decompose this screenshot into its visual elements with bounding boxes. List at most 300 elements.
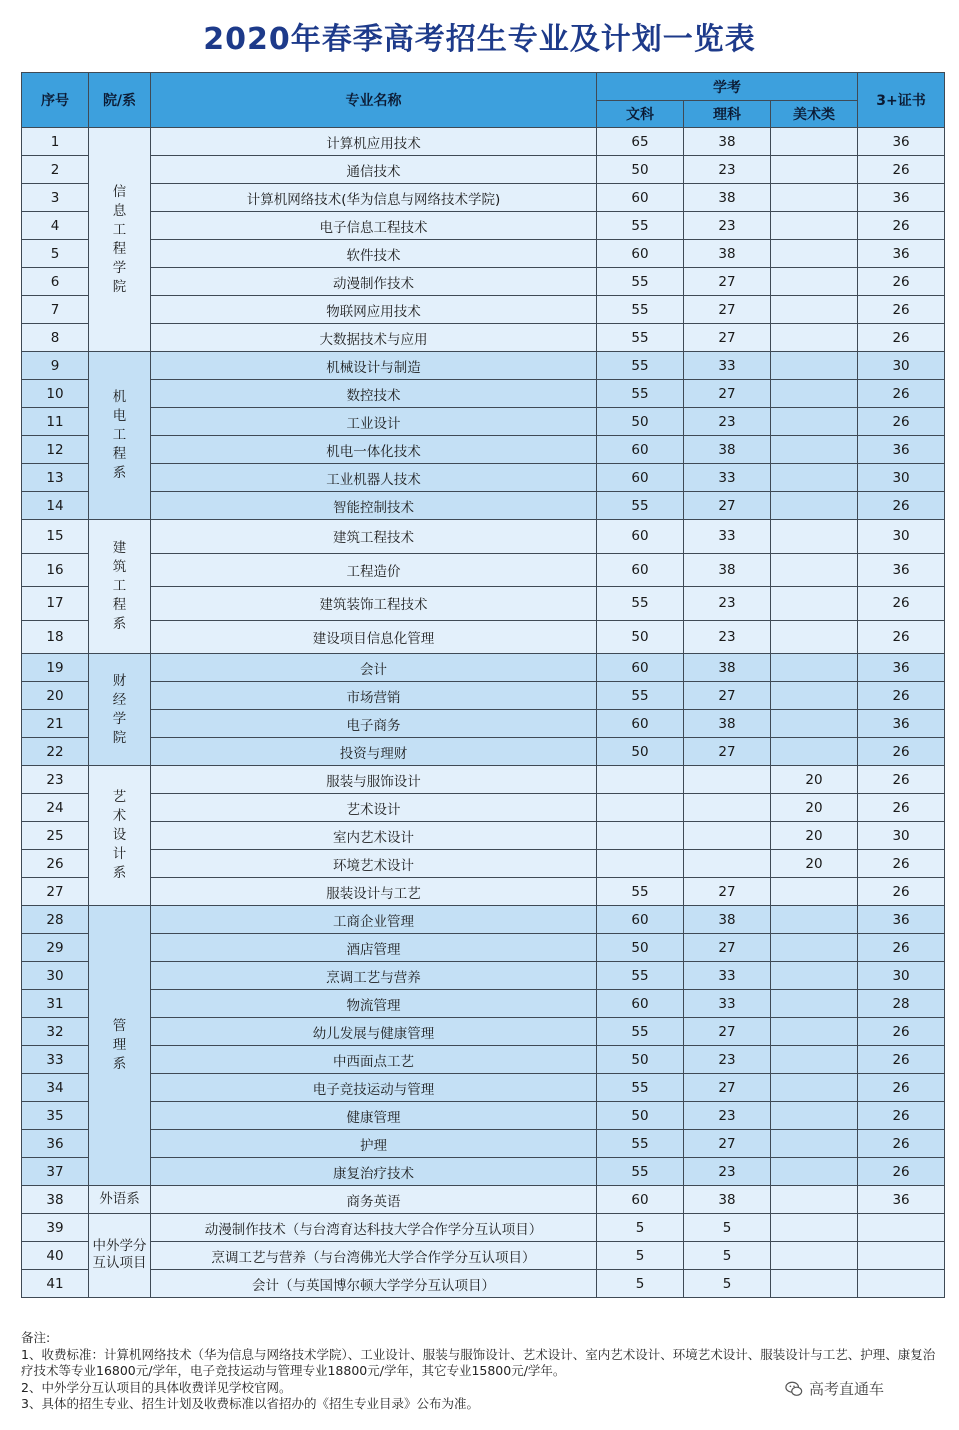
cell-wenke: 50: [597, 1046, 684, 1074]
cell-meishu: [771, 492, 858, 520]
cell-major: 烹调工艺与营养（与台湾佛光大学合作学分互认项目）: [151, 1242, 597, 1270]
cell-meishu: [771, 268, 858, 296]
cell-cert: 26: [858, 296, 945, 324]
cell-meishu: [771, 962, 858, 990]
cell-cert: 36: [858, 436, 945, 464]
header-major: 专业名称: [151, 73, 597, 128]
department-name: 艺术设计系: [112, 789, 127, 881]
cell-meishu: [771, 934, 858, 962]
cell-meishu: [771, 738, 858, 766]
cell-cert: 26: [858, 620, 945, 654]
cell-like: [684, 794, 771, 822]
cell-cert: 26: [858, 1130, 945, 1158]
table-row: [22, 128, 945, 156]
cell-like: 33: [684, 520, 771, 554]
cell-major: 服装设计与工艺: [151, 878, 597, 906]
cell-wenke: 50: [597, 408, 684, 436]
cell-meishu: [771, 324, 858, 352]
cell-seq: 31: [22, 990, 89, 1018]
cell-meishu: [771, 520, 858, 554]
cell-cert: 26: [858, 766, 945, 794]
table-row: [22, 1158, 945, 1186]
cell-seq: 18: [22, 620, 89, 654]
cell-major: 计算机应用技术: [151, 128, 597, 156]
notes-line-2: 2、中外学分互认项目的具体收费详见学校官网。: [21, 1379, 292, 1395]
cell-department: [89, 1186, 151, 1214]
cell-like: 27: [684, 296, 771, 324]
cell-seq: 17: [22, 587, 89, 621]
cell-major: 服装与服饰设计: [151, 766, 597, 794]
cell-meishu: [771, 620, 858, 654]
cell-seq: 25: [22, 822, 89, 850]
cell-seq: 36: [22, 1130, 89, 1158]
watermark: [785, 1378, 884, 1399]
cell-like: 27: [684, 738, 771, 766]
cell-major: 电子商务: [151, 710, 597, 738]
wechat-icon: [785, 1380, 803, 1398]
cell-major: 电子信息工程技术: [151, 212, 597, 240]
cell-wenke: [597, 794, 684, 822]
table-row: [22, 1242, 945, 1270]
cell-major: 工程造价: [151, 553, 597, 587]
header-xuekao: 学考: [597, 73, 858, 101]
header-cert: 3+证书: [858, 73, 945, 128]
cell-like: 27: [684, 682, 771, 710]
cell-meishu: [771, 1018, 858, 1046]
cell-major: 工业设计: [151, 408, 597, 436]
table-row: [22, 620, 945, 654]
cell-major: 软件技术: [151, 240, 597, 268]
table-row: [22, 240, 945, 268]
table-row: [22, 990, 945, 1018]
header-wenke: 文科: [597, 101, 684, 128]
cell-like: 5: [684, 1270, 771, 1298]
cell-meishu: [771, 906, 858, 934]
cell-major: 通信技术: [151, 156, 597, 184]
cell-cert: 26: [858, 878, 945, 906]
cell-wenke: 60: [597, 520, 684, 554]
cell-seq: 14: [22, 492, 89, 520]
cell-wenke: 60: [597, 1186, 684, 1214]
cell-major: 护理: [151, 1130, 597, 1158]
cell-meishu: [771, 990, 858, 1018]
cell-wenke: 55: [597, 587, 684, 621]
cell-like: 38: [684, 240, 771, 268]
cell-seq: 40: [22, 1242, 89, 1270]
table-row: [22, 268, 945, 296]
cell-major: 智能控制技术: [151, 492, 597, 520]
cell-wenke: 60: [597, 436, 684, 464]
cell-seq: 10: [22, 380, 89, 408]
cell-wenke: 55: [597, 962, 684, 990]
cell-meishu: 20: [771, 822, 858, 850]
cell-wenke: 55: [597, 324, 684, 352]
cell-major: 物流管理: [151, 990, 597, 1018]
cell-meishu: [771, 1186, 858, 1214]
cell-major: 会计: [151, 654, 597, 682]
cell-wenke: 55: [597, 1130, 684, 1158]
table-row: [22, 850, 945, 878]
cell-wenke: 55: [597, 268, 684, 296]
cell-wenke: 60: [597, 906, 684, 934]
cell-major: 建筑工程技术: [151, 520, 597, 554]
cell-wenke: 55: [597, 492, 684, 520]
cell-department: [89, 654, 151, 766]
cell-meishu: 20: [771, 794, 858, 822]
department-name: 建筑工程系: [112, 540, 127, 632]
cell-like: 5: [684, 1214, 771, 1242]
cell-wenke: 60: [597, 654, 684, 682]
cell-major: 会计（与英国博尔顿大学学分互认项目）: [151, 1270, 597, 1298]
cell-like: 5: [684, 1242, 771, 1270]
cell-wenke: 50: [597, 620, 684, 654]
cell-seq: 20: [22, 682, 89, 710]
cell-seq: 12: [22, 436, 89, 464]
cell-seq: 34: [22, 1074, 89, 1102]
table-row: [22, 822, 945, 850]
cell-seq: 23: [22, 766, 89, 794]
cell-cert: 26: [858, 934, 945, 962]
cell-seq: 5: [22, 240, 89, 268]
table-row: [22, 587, 945, 621]
cell-like: 23: [684, 408, 771, 436]
cell-cert: 26: [858, 850, 945, 878]
cell-cert: 26: [858, 794, 945, 822]
department-name: 外语系: [99, 1191, 140, 1207]
cell-seq: 6: [22, 268, 89, 296]
cell-seq: 21: [22, 710, 89, 738]
cell-major: 建筑装饰工程技术: [151, 587, 597, 621]
cell-like: 23: [684, 156, 771, 184]
header-dept: 院/系: [89, 73, 151, 128]
table-row: [22, 464, 945, 492]
cell-meishu: [771, 682, 858, 710]
table-row: [22, 1214, 945, 1242]
cell-major: 幼儿发展与健康管理: [151, 1018, 597, 1046]
cell-like: 27: [684, 1074, 771, 1102]
cell-cert: 26: [858, 380, 945, 408]
department-name: 信息工程学院: [112, 183, 127, 295]
cell-like: 23: [684, 1158, 771, 1186]
cell-like: 33: [684, 352, 771, 380]
page-title: 2020年春季高考招生专业及计划一览表: [203, 22, 756, 57]
cell-cert: 26: [858, 738, 945, 766]
header-like: 理科: [684, 101, 771, 128]
notes-heading: 备注:: [21, 1330, 51, 1345]
cell-meishu: [771, 464, 858, 492]
cell-like: 23: [684, 620, 771, 654]
cell-major: 健康管理: [151, 1102, 597, 1130]
cell-meishu: [771, 1242, 858, 1270]
cell-seq: 29: [22, 934, 89, 962]
cell-like: 23: [684, 587, 771, 621]
table-row: [22, 352, 945, 380]
cell-seq: 26: [22, 850, 89, 878]
cell-seq: 13: [22, 464, 89, 492]
table-row: [22, 436, 945, 464]
cell-cert: 26: [858, 1102, 945, 1130]
cell-major: 环境艺术设计: [151, 850, 597, 878]
cell-major: 大数据技术与应用: [151, 324, 597, 352]
cell-cert: 36: [858, 906, 945, 934]
cell-meishu: [771, 1074, 858, 1102]
cell-wenke: 50: [597, 156, 684, 184]
cell-like: 38: [684, 128, 771, 156]
header-seq: 序号: [22, 73, 89, 128]
cell-cert: 26: [858, 1158, 945, 1186]
cell-seq: 19: [22, 654, 89, 682]
cell-seq: 8: [22, 324, 89, 352]
cell-wenke: 55: [597, 682, 684, 710]
cell-meishu: [771, 156, 858, 184]
cell-like: 27: [684, 268, 771, 296]
cell-cert: 26: [858, 492, 945, 520]
cell-like: 23: [684, 212, 771, 240]
cell-cert: [858, 1214, 945, 1242]
cell-major: 机电一体化技术: [151, 436, 597, 464]
cell-cert: 26: [858, 156, 945, 184]
table-row: [22, 408, 945, 436]
cell-like: 38: [684, 906, 771, 934]
table-row: [22, 1102, 945, 1130]
cell-cert: 30: [858, 352, 945, 380]
cell-meishu: [771, 878, 858, 906]
cell-cert: 26: [858, 268, 945, 296]
watermark-text: 高考直通车: [809, 1380, 885, 1398]
cell-wenke: 55: [597, 1018, 684, 1046]
cell-like: 27: [684, 380, 771, 408]
cell-seq: 33: [22, 1046, 89, 1074]
cell-meishu: [771, 587, 858, 621]
cell-major: 商务英语: [151, 1186, 597, 1214]
cell-wenke: 50: [597, 934, 684, 962]
cell-wenke: 55: [597, 1158, 684, 1186]
cell-meishu: [771, 408, 858, 436]
cell-department: [89, 766, 151, 906]
cell-cert: 36: [858, 553, 945, 587]
cell-wenke: 5: [597, 1242, 684, 1270]
cell-like: 33: [684, 464, 771, 492]
cell-wenke: 60: [597, 553, 684, 587]
cell-wenke: 60: [597, 240, 684, 268]
cell-seq: 27: [22, 878, 89, 906]
cell-cert: 26: [858, 587, 945, 621]
cell-like: 38: [684, 436, 771, 464]
cell-wenke: 60: [597, 710, 684, 738]
cell-department: [89, 520, 151, 654]
cell-cert: 26: [858, 1046, 945, 1074]
cell-wenke: [597, 822, 684, 850]
table-row: [22, 1270, 945, 1298]
table-row: [22, 934, 945, 962]
header-meishu: 美术类: [771, 101, 858, 128]
cell-seq: 4: [22, 212, 89, 240]
table-row: [22, 380, 945, 408]
cell-major: 中西面点工艺: [151, 1046, 597, 1074]
cell-wenke: 60: [597, 464, 684, 492]
cell-seq: 7: [22, 296, 89, 324]
cell-major: 数控技术: [151, 380, 597, 408]
cell-seq: 41: [22, 1270, 89, 1298]
cell-seq: 37: [22, 1158, 89, 1186]
cell-cert: 28: [858, 990, 945, 1018]
cell-wenke: 5: [597, 1270, 684, 1298]
cell-cert: 26: [858, 324, 945, 352]
cell-like: 38: [684, 1186, 771, 1214]
cell-seq: 1: [22, 128, 89, 156]
cell-meishu: 20: [771, 850, 858, 878]
cell-like: [684, 766, 771, 794]
cell-seq: 39: [22, 1214, 89, 1242]
cell-major: 工商企业管理: [151, 906, 597, 934]
cell-seq: 11: [22, 408, 89, 436]
cell-meishu: [771, 240, 858, 268]
table-row: [22, 1074, 945, 1102]
cell-like: 27: [684, 934, 771, 962]
cell-cert: 30: [858, 520, 945, 554]
cell-cert: 30: [858, 962, 945, 990]
cell-like: 38: [684, 553, 771, 587]
table-row: [22, 738, 945, 766]
cell-meishu: 20: [771, 766, 858, 794]
cell-cert: 36: [858, 240, 945, 268]
cell-major: 烹调工艺与营养: [151, 962, 597, 990]
cell-major: 建设项目信息化管理: [151, 620, 597, 654]
cell-meishu: [771, 1270, 858, 1298]
cell-cert: 26: [858, 1018, 945, 1046]
cell-wenke: 55: [597, 212, 684, 240]
cell-like: 27: [684, 1130, 771, 1158]
table-row: [22, 654, 945, 682]
table-row: [22, 906, 945, 934]
cell-cert: 30: [858, 464, 945, 492]
cell-wenke: 55: [597, 296, 684, 324]
cell-major: 康复治疗技术: [151, 1158, 597, 1186]
table-row: [22, 324, 945, 352]
table-row: [22, 1018, 945, 1046]
table-row: [22, 296, 945, 324]
cell-like: 27: [684, 324, 771, 352]
table-body: [22, 128, 945, 1298]
cell-wenke: 55: [597, 878, 684, 906]
cell-cert: 26: [858, 682, 945, 710]
cell-seq: 24: [22, 794, 89, 822]
cell-wenke: 65: [597, 128, 684, 156]
cell-meishu: [771, 128, 858, 156]
cell-meishu: [771, 1214, 858, 1242]
cell-seq: 15: [22, 520, 89, 554]
notes-line-1: 1、收费标准：计算机网络技术（华为信息与网络技术学院）、工业设计、服装与服饰设计、艺术设计、室内艺术设计、环境艺术设计、服装设计与工艺、护理、康复治疗技术等专业16800元/学年，电子竞技运动与管理专业18800元/学年，其它专业15800元/学年。: [21, 1346, 936, 1378]
cell-major: 动漫制作技术（与台湾育达科技大学合作学分互认项目）: [151, 1214, 597, 1242]
cell-cert: 36: [858, 184, 945, 212]
cell-cert: 26: [858, 212, 945, 240]
cell-cert: 36: [858, 654, 945, 682]
table-row: [22, 962, 945, 990]
cell-meishu: [771, 1046, 858, 1074]
cell-meishu: [771, 654, 858, 682]
table-row: [22, 1046, 945, 1074]
cell-like: [684, 822, 771, 850]
cell-like: 38: [684, 184, 771, 212]
notes-line-3: 3、具体的招生专业、招生计划及收费标准以省招办的《招生专业目录》公布为准。: [21, 1396, 479, 1411]
cell-cert: [858, 1270, 945, 1298]
cell-seq: 9: [22, 352, 89, 380]
cell-cert: 30: [858, 822, 945, 850]
cell-wenke: [597, 850, 684, 878]
cell-cert: 36: [858, 1186, 945, 1214]
cell-like: 27: [684, 1018, 771, 1046]
cell-major: 艺术设计: [151, 794, 597, 822]
cell-major: 工业机器人技术: [151, 464, 597, 492]
cell-meishu: [771, 710, 858, 738]
cell-wenke: 50: [597, 738, 684, 766]
cell-wenke: 5: [597, 1214, 684, 1242]
cell-seq: 2: [22, 156, 89, 184]
department-name: 管理系: [112, 1018, 127, 1072]
department-name: 财经学院: [112, 672, 127, 746]
cell-meishu: [771, 1102, 858, 1130]
cell-seq: 3: [22, 184, 89, 212]
cell-seq: 38: [22, 1186, 89, 1214]
cell-meishu: [771, 1158, 858, 1186]
cell-major: 动漫制作技术: [151, 268, 597, 296]
cell-meishu: [771, 296, 858, 324]
department-name: 机电工程系: [112, 389, 127, 481]
cell-major: 机械设计与制造: [151, 352, 597, 380]
cell-seq: 35: [22, 1102, 89, 1130]
cell-seq: 32: [22, 1018, 89, 1046]
table-row: [22, 520, 945, 554]
cell-meishu: [771, 184, 858, 212]
cell-cert: [858, 1242, 945, 1270]
cell-cert: 36: [858, 128, 945, 156]
table-row: [22, 553, 945, 587]
cell-wenke: [597, 766, 684, 794]
cell-like: 23: [684, 1046, 771, 1074]
table-row: [22, 766, 945, 794]
notes: [21, 1330, 946, 1413]
table-row: [22, 878, 945, 906]
cell-meishu: [771, 380, 858, 408]
cell-major: 室内艺术设计: [151, 822, 597, 850]
cell-seq: 22: [22, 738, 89, 766]
cell-cert: 26: [858, 408, 945, 436]
cell-major: 物联网应用技术: [151, 296, 597, 324]
admission-plan-table: [21, 72, 945, 1298]
cell-like: 33: [684, 990, 771, 1018]
table-row: [22, 1186, 945, 1214]
table-row: [22, 156, 945, 184]
cell-department: [89, 128, 151, 352]
cell-like: 38: [684, 654, 771, 682]
cell-cert: 36: [858, 710, 945, 738]
table-row: [22, 184, 945, 212]
table-row: [22, 710, 945, 738]
cell-major: 投资与理财: [151, 738, 597, 766]
cell-like: 27: [684, 878, 771, 906]
table-row: [22, 1130, 945, 1158]
cell-seq: 30: [22, 962, 89, 990]
table-row: [22, 212, 945, 240]
cell-major: 酒店管理: [151, 934, 597, 962]
cell-like: 38: [684, 710, 771, 738]
cell-meishu: [771, 1130, 858, 1158]
cell-seq: 28: [22, 906, 89, 934]
cell-major: 计算机网络技术(华为信息与网络技术学院): [151, 184, 597, 212]
cell-wenke: 55: [597, 1074, 684, 1102]
cell-meishu: [771, 212, 858, 240]
cell-major: 电子竞技运动与管理: [151, 1074, 597, 1102]
